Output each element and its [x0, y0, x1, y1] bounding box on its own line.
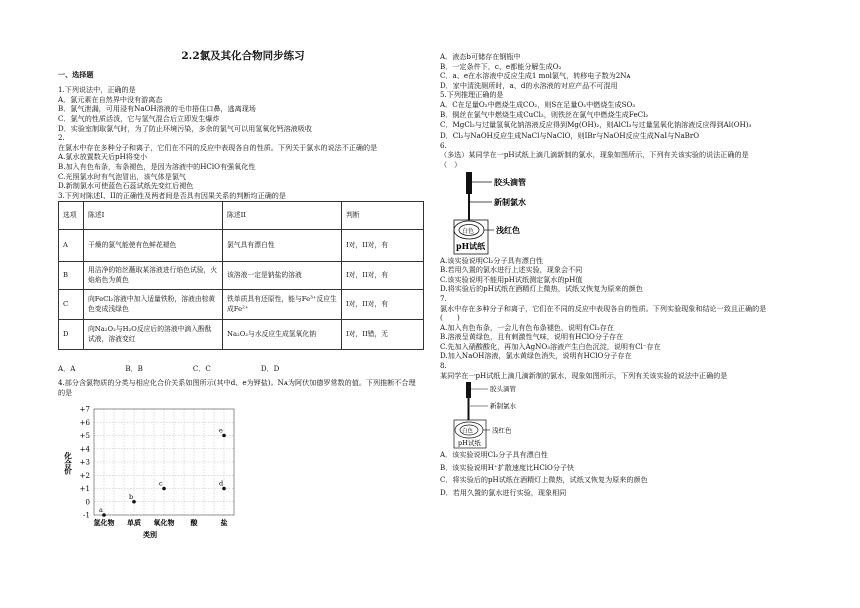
- option-b: B.溶液呈黄绿色，且有刺激性气味，说明有HClO分子存在: [440, 332, 624, 342]
- option-a: A.氯水放置数天后pH将变小: [58, 152, 148, 162]
- option-d: D.加入NaOH溶液，氯水黄绿色消失，说明有HClO分子存在: [440, 351, 632, 361]
- data-point-label: c: [159, 479, 163, 488]
- x-tick-label: 氧化物: [153, 518, 175, 528]
- ph-paper-diagram: [440, 170, 810, 256]
- question-6: [440, 141, 810, 294]
- question-stem: 5.下列推理正确的是: [440, 90, 504, 100]
- question-number: 2.: [58, 133, 65, 143]
- statement-table: [58, 201, 424, 350]
- question-number: 7.: [440, 293, 447, 303]
- table-row: [59, 230, 424, 262]
- question-stem: 3.下列对陈述I、II的正确性及两者间是否具有因果关系的判断均正确的是: [58, 190, 286, 200]
- answer-paren: ( ): [440, 313, 460, 323]
- table-cell: I对，II对，有: [342, 290, 424, 320]
- data-point-label: e: [219, 426, 223, 435]
- table-cell: C: [59, 290, 84, 320]
- x-tick-label: 氢化物: [93, 518, 115, 528]
- option-d: D．Cl₂与NaOH反应生成NaCl与NaClO，则IBr与NaOH反应生成NaI与NaBrO: [440, 131, 700, 141]
- question-stem: 1.下列说法中，正确的是: [58, 85, 136, 95]
- dropper-bulb: [466, 172, 472, 194]
- data-point-label: d: [219, 479, 224, 488]
- page-title: 2.2氯及其化合物同步练习: [181, 50, 305, 62]
- option-a: A．液态b可储存在钢瓶中: [440, 52, 521, 61]
- table-header-statement-1: 陈述I: [84, 202, 223, 230]
- y-tick-label: +6: [79, 418, 90, 427]
- y-tick-label: -1: [83, 511, 90, 520]
- question-number: 6.: [440, 140, 447, 150]
- data-point-c: [162, 487, 166, 491]
- table-cell: 干燥的氯气能使有色鲜花褪色: [84, 230, 223, 262]
- table-cell: I对，II对，有: [342, 262, 424, 290]
- table-row: [59, 262, 424, 290]
- ring-label: 浅红色: [496, 224, 520, 235]
- option-b: B．氯气泄漏，可用浸有NaOH溶液的毛巾捂住口鼻，逃离现场: [58, 104, 256, 114]
- y-tick-label: +5: [79, 432, 90, 441]
- question-stem: 氯水中存在多种分子和离子，它们在不同的反应中表现各自的性质。下列实验现象和结论一致且正确的是: [440, 303, 767, 313]
- y-tick-label: +4: [79, 445, 90, 454]
- option-c: C.先加入硝酸酸化，再加入AgNO₃溶液产生白色沉淀，说明有Cl⁻存在: [440, 341, 661, 351]
- option-d: D．家中清洗厕所时，a、d的水溶液的对应产品不可混用: [440, 80, 618, 90]
- water-label: 新制氯水: [490, 402, 516, 411]
- table-header-judgement: 判断: [342, 202, 424, 230]
- y-tick-label: 0: [85, 498, 90, 507]
- option-a: A．氯元素在自然界中没有游离态: [58, 94, 163, 104]
- option-c: C．a、e在水溶液中反应生成1 mol氯气，转移电子数为2Nᴀ: [440, 71, 631, 81]
- table-cell: 向FeCl₂溶液中加入适量铁粉，溶液由棕黄色变成浅绿色: [84, 290, 223, 320]
- ring-label: 浅红色: [492, 426, 512, 435]
- option-a: A.该实验说明Cl₂分子具有漂白性: [440, 255, 544, 265]
- table-cell: D: [59, 320, 84, 350]
- option-d: D．若用久置的氯水进行实验，现象相同: [440, 488, 567, 498]
- table-cell: 向Na₂O₂与H₂O反应后的溶液中滴入酚酞试液，溶液变红: [84, 320, 223, 350]
- table-row: [59, 320, 424, 350]
- valence-chart: [58, 403, 428, 546]
- white-label: 白色: [462, 428, 474, 435]
- x-tick-label: 单质: [127, 518, 141, 528]
- y-tick-label: +7: [79, 405, 90, 414]
- table-row: [59, 290, 424, 320]
- question-4: [58, 378, 428, 546]
- question-stem: 某同学在一pH试纸上滴几滴新制的氯水，现象如图所示，下列有关该实验的说法中正确的是: [440, 370, 728, 380]
- left-column: [58, 0, 428, 546]
- question-7: [440, 294, 810, 361]
- table-cell: 铁单质具有还原性，能与Fe³⁺反应生成Fe²⁺: [223, 290, 342, 320]
- question-4-options: [440, 52, 810, 90]
- option-d: D．实验室制取氯气时，为了防止环境污染，多余的氯气可以用氢氧化钙溶液吸收: [58, 123, 312, 133]
- question-5: [440, 90, 810, 140]
- data-point-label: b: [129, 492, 134, 501]
- table-cell: Na₂O₂与水反应生成氢氧化钠: [223, 320, 342, 350]
- option-b: B.加入有色布条，布条褪色，是因为溶液中的HClO有强氧化性: [58, 161, 256, 171]
- table-cell: I对，II对，有: [342, 230, 424, 262]
- option-b: B．铜丝在氯气中燃烧生成CuCl₂，则铁丝在氯气中燃烧生成FeCl₂: [440, 109, 649, 119]
- right-column: [440, 0, 810, 498]
- section-heading: 一、选择题: [58, 69, 94, 79]
- x-axis-label: 类别: [143, 530, 157, 540]
- question-stem: 在氯水中存在多种分子和离子，它们在不同的反应中表现各自的性质。下列关于氯水的说法不正确的是: [58, 142, 378, 152]
- table-cell: A: [59, 230, 84, 262]
- table-cell: 氯气具有漂白性: [223, 230, 342, 262]
- table-header-statement-2: 陈述II: [223, 202, 342, 230]
- paper-label: pH试纸: [456, 240, 486, 251]
- ph-paper-diagram: [440, 380, 810, 450]
- paper-label: pH试纸: [458, 439, 481, 448]
- question-3: [58, 191, 428, 374]
- option-c: C．将实验后的pH试纸在酒精灯上微热，试纸又恢复为原来的颜色: [440, 475, 648, 485]
- diagram-svg: [440, 380, 640, 450]
- white-label: 白色: [462, 227, 475, 235]
- option-c: C．氯气的性质活泼，它与氢气混合后立即发生爆炸: [58, 113, 220, 123]
- x-tick-label: 酸: [190, 518, 198, 528]
- table-cell: I对，II错，无: [342, 320, 424, 350]
- dropper-label: 胶头滴管: [490, 385, 516, 394]
- data-point-label: a: [99, 506, 103, 515]
- dropper-tube: [468, 398, 470, 420]
- diagram-svg: [440, 170, 640, 256]
- table-cell: 该溶液一定是钠盐的溶液: [223, 262, 342, 290]
- option-c: C．MgCl₂与过量氢氧化钠溶液反应得到Mg(OH)₂，则AlCl₃与过量氢氧化钠溶液反应得到Al(OH)₃: [440, 120, 752, 130]
- question-number: 8.: [440, 361, 447, 371]
- option-a: A．C在足量O₂中燃烧生成CO₂，则S在足量O₂中燃烧生成SO₃: [440, 99, 636, 109]
- chart-svg: [58, 403, 258, 543]
- option-a: A．该实验说明Cl₂分子具有漂白性: [440, 450, 548, 460]
- question-2: [58, 133, 428, 191]
- option-d: D．D: [260, 364, 280, 374]
- option-d: D.将实验后的pH试纸在酒精灯上微热，试纸又恢复为原来的颜色: [440, 284, 643, 294]
- y-tick-label: +1: [79, 485, 90, 494]
- question-1: [58, 85, 428, 133]
- answer-options: [58, 364, 428, 374]
- dropper-bulb: [466, 382, 471, 398]
- dropper-tube: [468, 194, 470, 220]
- x-tick-label: 盐: [220, 518, 228, 528]
- option-b: B.若用久置的氯水进行上述实验，现象会不同: [440, 265, 583, 275]
- dropper-label: 胶头滴管: [494, 176, 526, 187]
- water-label: 新制氯水: [494, 196, 526, 207]
- question-stem: 4.部分含氯物质的分类与相应化合价关系如图所示(其中d、e为钾盐)。Nᴀ为阿伏加德罗常数的值。下列推断不合理的是: [58, 377, 416, 397]
- y-axis-label: 化合价: [63, 451, 73, 475]
- option-a: A．A: [58, 364, 76, 374]
- option-c: C．C: [192, 364, 211, 374]
- option-d: D.新制氯水可使蓝色石蕊试纸先变红后褪色: [58, 181, 194, 191]
- table-cell: 用洁净的铂丝蘸取某溶液进行焰色试验，火焰焰色为黄色: [84, 262, 223, 290]
- option-a: A.加入有色布条，一会儿有色布条褪色，说明有Cl₂存在: [440, 322, 614, 332]
- table-header-option: 选项: [59, 202, 84, 230]
- option-b: B．B: [125, 364, 143, 374]
- answer-paren: （ ）: [440, 159, 462, 169]
- question-stem: （多选）某同学在一pH试纸上滴几滴新制的氯水，现象如图所示，下列有关该实验的说法正确的是: [440, 150, 749, 160]
- option-c: C.光照氯水时有气泡冒出，该气体是氯气: [58, 171, 187, 181]
- y-tick-label: +2: [79, 471, 90, 480]
- table-cell: B: [59, 262, 84, 290]
- option-c: C.该实验说明不能用pH试纸测定氯水的pH值: [440, 274, 583, 284]
- y-tick-label: +3: [79, 458, 90, 467]
- option-b: B．该实验说明H⁺扩散速度比HClO分子快: [440, 462, 575, 472]
- option-b: B．一定条件下，c、e都能分解生成O₂: [440, 61, 562, 71]
- question-8: [440, 361, 810, 498]
